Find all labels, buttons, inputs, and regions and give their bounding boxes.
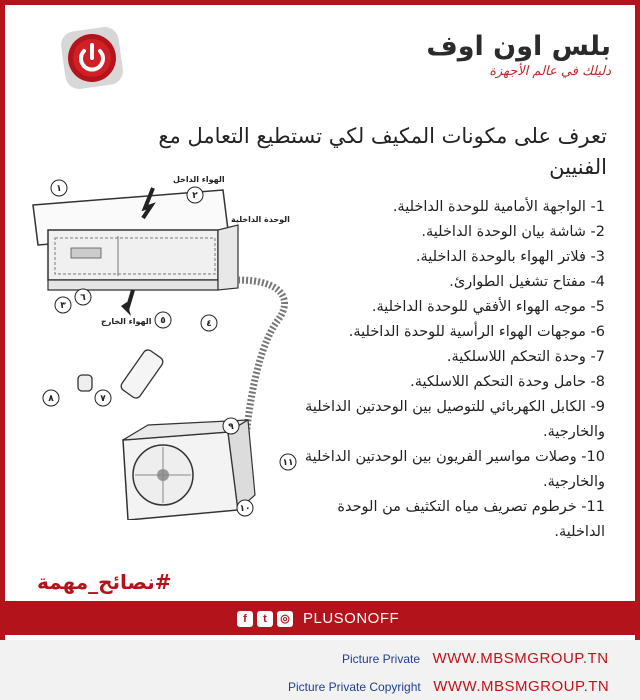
site-name[interactable]: PLUSONOFF bbox=[303, 610, 400, 627]
watermark-link[interactable]: WWW.MBSMGROUP.TN bbox=[432, 650, 609, 667]
brand-tagline: دليلك في عالم الأجهزة bbox=[489, 64, 611, 79]
list-item: 5- موجه الهواء الأفقي للوحدة الداخلية. bbox=[371, 299, 605, 315]
list-item: 9- الكابل الكهربائي للتوصيل بين الوحدتين الداخلية والخارجية. bbox=[305, 399, 605, 440]
page-title: تعرف على مكونات المكيف لكي تستطيع التعامل مع الفنيين bbox=[158, 124, 607, 179]
callout-6: ٦ bbox=[80, 293, 86, 303]
list-item: 6- موجهات الهواء الرأسية للوحدة الداخلية. bbox=[348, 324, 605, 340]
power-logo bbox=[57, 23, 127, 93]
brand-name: بلس اون اوف bbox=[426, 31, 611, 62]
components-list bbox=[295, 195, 605, 545]
label-air-out: الهواء الخارج bbox=[101, 317, 152, 326]
outdoor-unit-drawing bbox=[123, 420, 255, 520]
footer-bar bbox=[5, 601, 635, 635]
watermark-line-2 bbox=[288, 678, 609, 696]
callout-9: ٩ bbox=[228, 422, 234, 432]
list-item: 1- الواجهة الأمامية للوحدة الداخلية. bbox=[392, 199, 605, 215]
hashtag[interactable]: #نصائح_مهمة bbox=[37, 570, 172, 594]
callout-10: ١٠ bbox=[239, 504, 251, 514]
watermark-link[interactable]: WWW.MBSMGROUP.TN bbox=[433, 678, 610, 695]
list-item: 8- حامل وحدة التحكم اللاسلكية. bbox=[410, 374, 605, 390]
callout-2: ٢ bbox=[192, 191, 198, 201]
label-indoor-unit: الوحدة الداخلية bbox=[231, 215, 290, 224]
facebook-icon[interactable]: f bbox=[237, 611, 253, 627]
watermark-line-1 bbox=[342, 650, 609, 668]
indoor-unit-drawing bbox=[33, 190, 238, 290]
callout-5: ٥ bbox=[160, 316, 166, 326]
callout-11: ١١ bbox=[282, 458, 294, 468]
brand-block bbox=[426, 31, 611, 79]
watermark-label: Picture Private bbox=[342, 652, 421, 666]
list-item: 4- مفتاح تشغيل الطوارئ. bbox=[449, 274, 605, 290]
ac-diagram bbox=[23, 170, 323, 520]
callout-3: ٣ bbox=[60, 301, 66, 311]
label-air-in: الهواء الداخل bbox=[173, 175, 225, 184]
callout-4: ٤ bbox=[206, 319, 212, 329]
watermark-label: Picture Private Copyright bbox=[288, 680, 421, 694]
callout-8: ٨ bbox=[48, 394, 54, 404]
callout-1: ١ bbox=[56, 184, 62, 194]
callout-7: ٧ bbox=[100, 394, 106, 404]
list-item: 11- خرطوم تصريف مياه التكثيف من الوحدة الداخلية. bbox=[337, 499, 605, 540]
twitter-icon[interactable]: t bbox=[257, 611, 273, 627]
list-item: 2- شاشة بيان الوحدة الداخلية. bbox=[421, 224, 605, 240]
instagram-icon[interactable]: ◎ bbox=[277, 611, 293, 627]
remote-drawing bbox=[78, 348, 165, 400]
list-item: 3- فلاتر الهواء بالوحدة الداخلية. bbox=[415, 249, 605, 265]
social-row bbox=[237, 610, 399, 627]
list-item: 10- وصلات مواسير الفريون بين الوحدتين الداخلية والخارجية. bbox=[304, 449, 605, 490]
list-item: 7- وحدة التحكم اللاسلكية. bbox=[446, 349, 605, 365]
